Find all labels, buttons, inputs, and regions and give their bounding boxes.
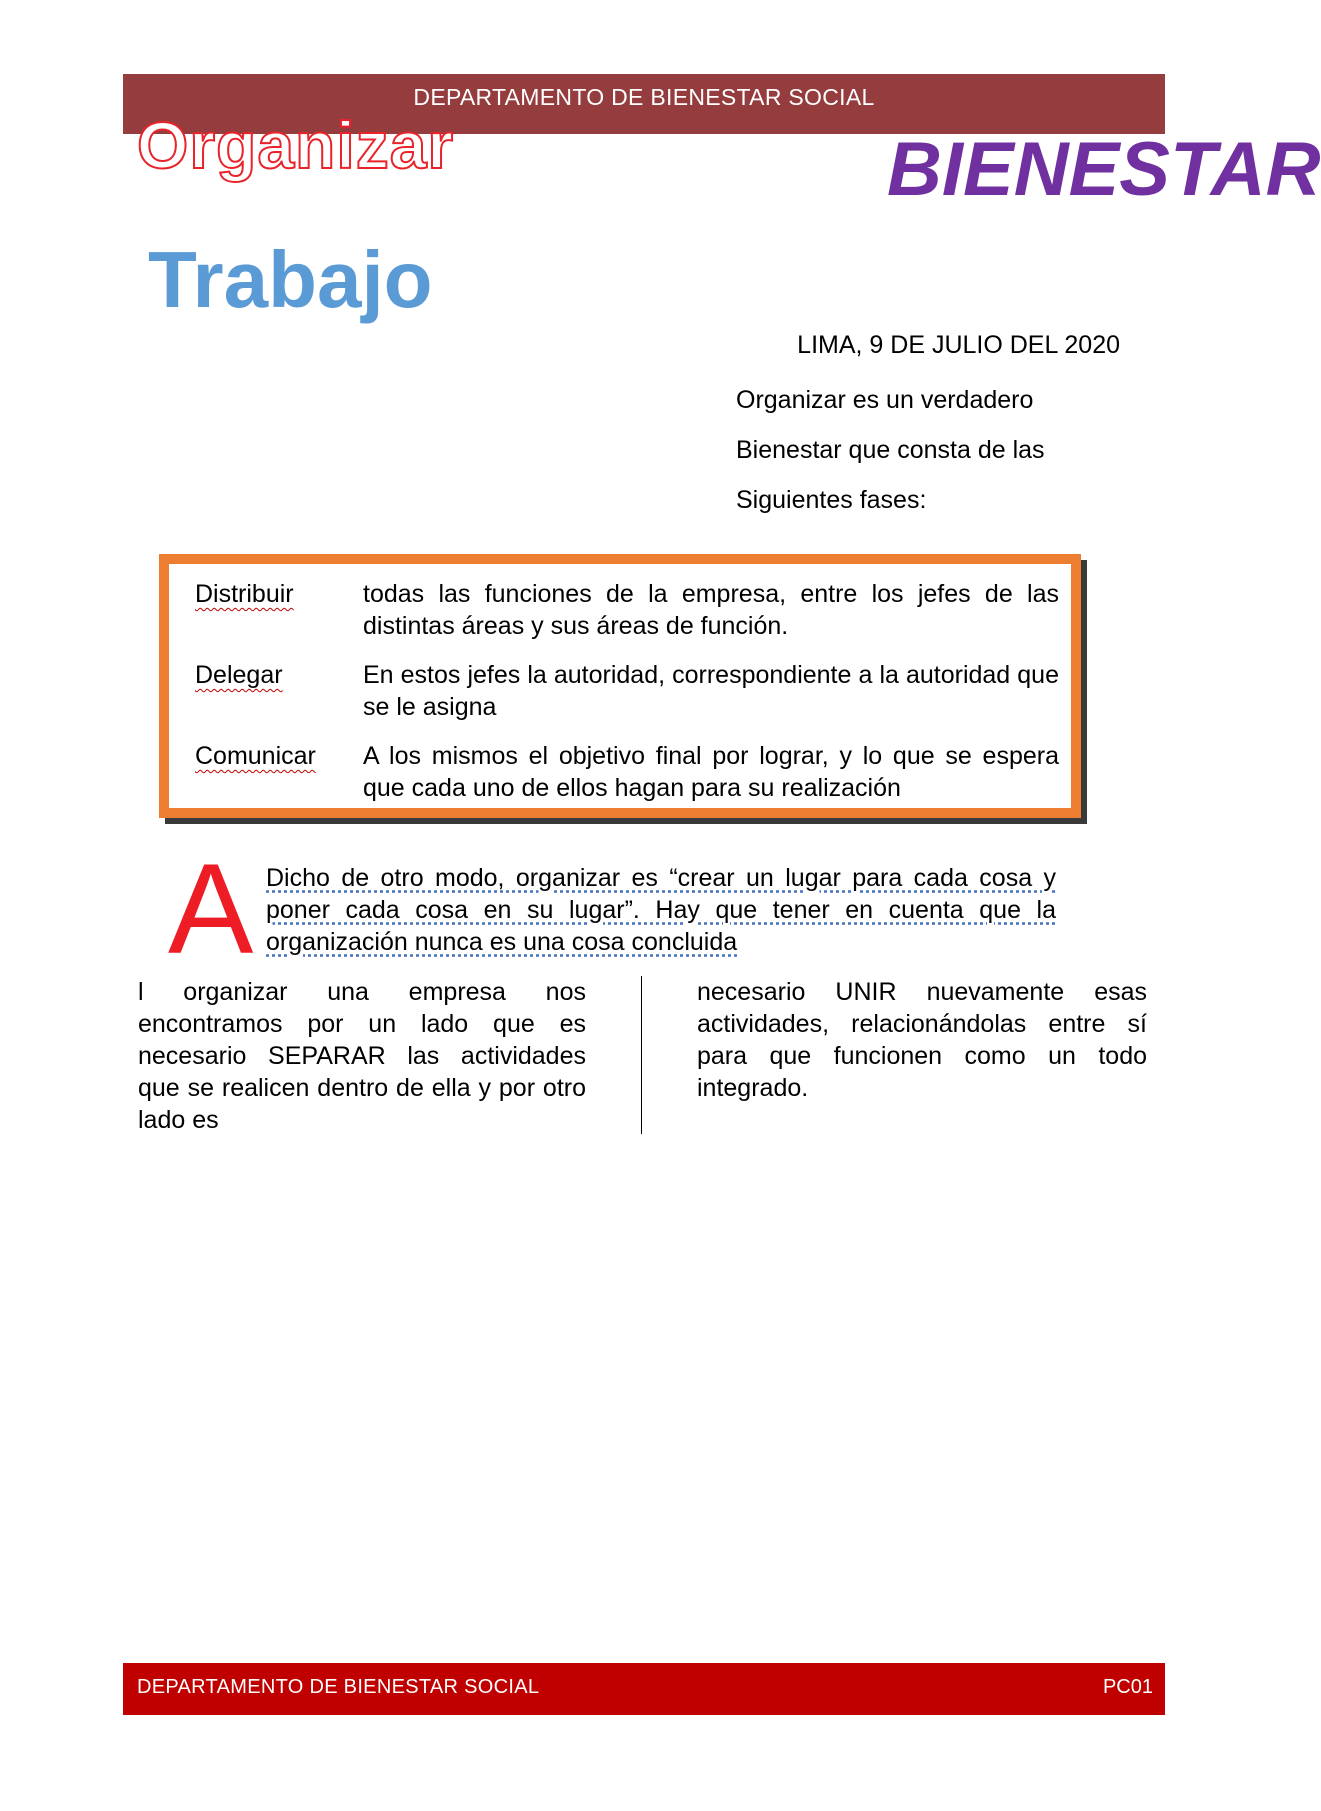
intro-line: Siguientes fases: — [736, 486, 927, 514]
phases-box — [159, 554, 1081, 818]
footer-title: DEPARTAMENTO DE BIENESTAR SOCIAL — [137, 1676, 540, 1698]
column-right: necesario UNIR nuevamente esas actividades, relacionándolas entre sí para que funcionen como un todo integrado. — [697, 978, 1147, 1102]
phase-term: Delegar — [195, 661, 283, 689]
header-title: DEPARTAMENTO DE BIENESTAR SOCIAL — [413, 84, 875, 110]
footer-code: PC01 — [1102, 1676, 1153, 1698]
phase-description: todas las funciones de la empresa, entre los jefes de las distintas áreas y sus áreas de función. — [363, 580, 1059, 640]
phase-description: A los mismos el objetivo final por lograr, y lo que se espera que cada uno de ellos hagan para su realización — [363, 742, 1059, 802]
organizar-wordart: Organizar — [137, 108, 455, 182]
intro-block — [736, 325, 1166, 525]
quote-paragraph: Dicho de otro modo, organizar es “crear un lugar para cada cosa y poner cada cosa en su lugar”. Hay que tener en cuenta que la organización nunca es una cosa concluida — [266, 864, 1056, 956]
date-line: LIMA, 9 DE JULIO DEL 2020 — [797, 331, 1120, 359]
column-left: l organizar una empresa nos encontramos por un lado que es necesario SEPARAR las actividades que se realicen dentro de ella y por otro lado es — [138, 978, 586, 1134]
column-divider — [641, 976, 642, 1134]
drop-cap: A — [168, 838, 254, 981]
bienestar-wordart — [870, 118, 1321, 234]
page-title: Trabajo — [148, 235, 433, 324]
bienestar-wordart-text: BIENESTAR — [887, 127, 1321, 212]
phase-term: Comunicar — [195, 742, 316, 770]
phase-description: En estos jefes la autoridad, correspondiente a la autoridad que se le asigna — [363, 661, 1059, 721]
intro-line: Organizar es un verdadero — [736, 386, 1034, 414]
phase-term: Distribuir — [195, 580, 294, 608]
footer-bar — [123, 1663, 1165, 1715]
intro-line: Bienestar que consta de las — [736, 436, 1045, 464]
